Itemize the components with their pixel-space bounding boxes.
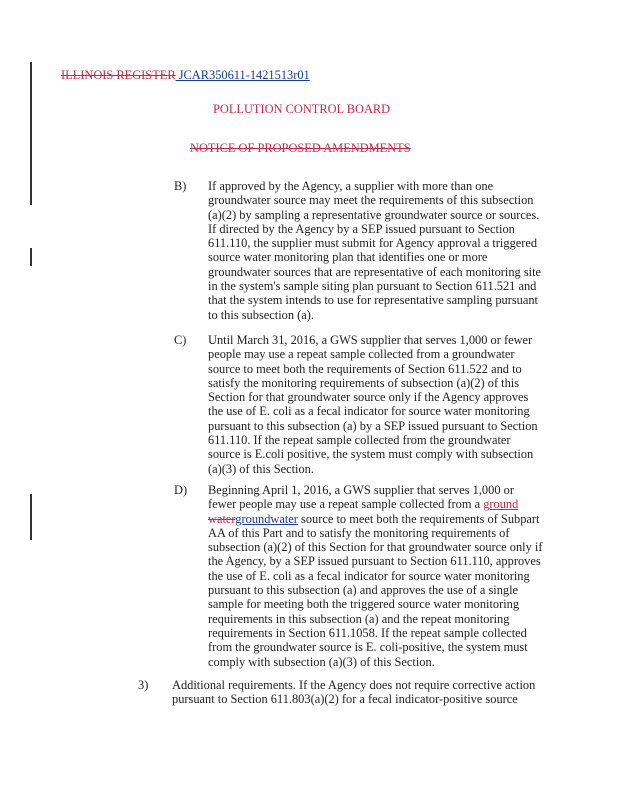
- item-D: [174, 483, 542, 669]
- paragraph-line: [208, 512, 542, 526]
- paragraph-B: [208, 179, 541, 322]
- paragraph-line: source is E.coli positive, the system must comply with subsection: [208, 447, 534, 462]
- paragraph-line: pursuant to Section 611.803(a)(2) for a fecal indicator-positive source: [172, 692, 518, 707]
- paragraph-line: source to meet both the requirements of Section 611.522 and to: [208, 361, 522, 376]
- paragraph-line: subsection (a)(2) of this Section for that groundwater source only if: [208, 540, 543, 555]
- item-C: [174, 333, 538, 476]
- paragraph-line: in the system's sample siting plan pursuant to Section 611.521 and: [208, 279, 537, 294]
- text: source to meet both the requirements of Subpart: [297, 511, 540, 526]
- paragraph-line: pursuant to this subsection (a) and approves the use of a single: [208, 583, 519, 598]
- register-deleted: ILLINOIS REGISTER: [61, 68, 176, 82]
- paragraph-line: people may use a repeat sample collected from a groundwater: [208, 347, 515, 362]
- paragraph-line: 611.110. If the repeat sample collected from the groundwater: [208, 433, 511, 448]
- change-bar: [30, 494, 32, 540]
- paragraph-line: 611.110, the supplier must submit for Agency approval a triggered: [208, 236, 538, 251]
- paragraph-line: that the system intends to use for representative sampling pursuant: [208, 293, 538, 308]
- paragraph-line: AA of this Part and to satisfy the monitoring requirements of: [208, 525, 510, 540]
- paragraph-line: (a)(3) of this Section.: [208, 461, 314, 476]
- paragraph-line: Beginning April 1, 2016, a GWS supplier that serves 1,000 or: [208, 483, 514, 497]
- text: fewer people may use a repeat sample collected from a: [208, 497, 484, 512]
- paragraph-line: satisfy the monitoring requirements of subsection (a)(2) of this: [208, 375, 520, 390]
- register-inserted: JCAR350611-1421513r01: [175, 68, 310, 82]
- paragraph-line: [208, 497, 542, 511]
- board-title: POLLUTION CONTROL BOARD: [213, 102, 391, 116]
- paragraph-3: [172, 678, 535, 707]
- paragraph-line: the use of E. coli as a fecal indicator for source water monitoring: [208, 568, 530, 583]
- change-bar: [30, 248, 32, 266]
- paragraph-line: Until March 31, 2016, a GWS supplier that serves 1,000 or fewer: [208, 333, 533, 347]
- paragraph-line: (a)(2) by sampling a representative groundwater source or sources.: [208, 207, 540, 222]
- paragraph-line: comply with subsection (a)(3) of this Section.: [208, 654, 435, 669]
- paragraph-C: [208, 333, 538, 476]
- paragraph-D-rest: [208, 526, 542, 669]
- change-bar: [30, 62, 32, 205]
- running-header: [61, 68, 310, 82]
- paragraph-line: the Agency, by a SEP issued pursuant to Section 611.110, approves: [208, 554, 541, 569]
- inserted-text: ground: [483, 497, 519, 512]
- paragraph-D: [208, 483, 542, 669]
- paragraph-line: If approved by the Agency, a supplier with more than one: [208, 179, 494, 193]
- item-label-C: C): [174, 333, 187, 347]
- item-3: [138, 678, 535, 707]
- paragraph-line: Additional requirements. If the Agency does not require corrective action: [172, 678, 536, 692]
- paragraph-line: If directed by the Agency by a SEP issued pursuant to Section: [208, 221, 515, 236]
- paragraph-line: from the groundwater source is E. coli-positive, the system must: [208, 640, 528, 655]
- item-label-3: 3): [138, 678, 149, 692]
- paragraph-line: sample for meeting both the triggered source water monitoring: [208, 597, 520, 612]
- inserted-text: groundwater: [235, 511, 298, 526]
- item-label-D: D): [174, 483, 188, 497]
- paragraph-line: the use of E. coli as a fecal indicator for source water monitoring: [208, 404, 530, 419]
- paragraph-line: to this subsection (a).: [208, 307, 314, 322]
- paragraph-line: Section for that groundwater source only if the Agency approves: [208, 390, 529, 405]
- paragraph-line: source water monitoring plan that identifies one or more: [208, 250, 488, 265]
- item-label-B: B): [174, 179, 187, 193]
- deleted-text: water: [208, 511, 236, 526]
- paragraph-line: requirements in this subsection (a) and the repeat monitoring: [208, 611, 510, 626]
- paragraph-line: groundwater source may meet the requirements of this subsection: [208, 193, 534, 208]
- item-B: [174, 179, 541, 322]
- paragraph-line: pursuant to this subsection (a) by a SEP issued pursuant to Section: [208, 418, 538, 433]
- notice-title: NOTICE OF PROPOSED AMENDMENTS: [190, 141, 411, 155]
- paragraph-line: requirements in Section 611.1058. If the repeat sample collected: [208, 625, 527, 640]
- paragraph-line: groundwater sources that are representative of each monitoring site: [208, 264, 542, 279]
